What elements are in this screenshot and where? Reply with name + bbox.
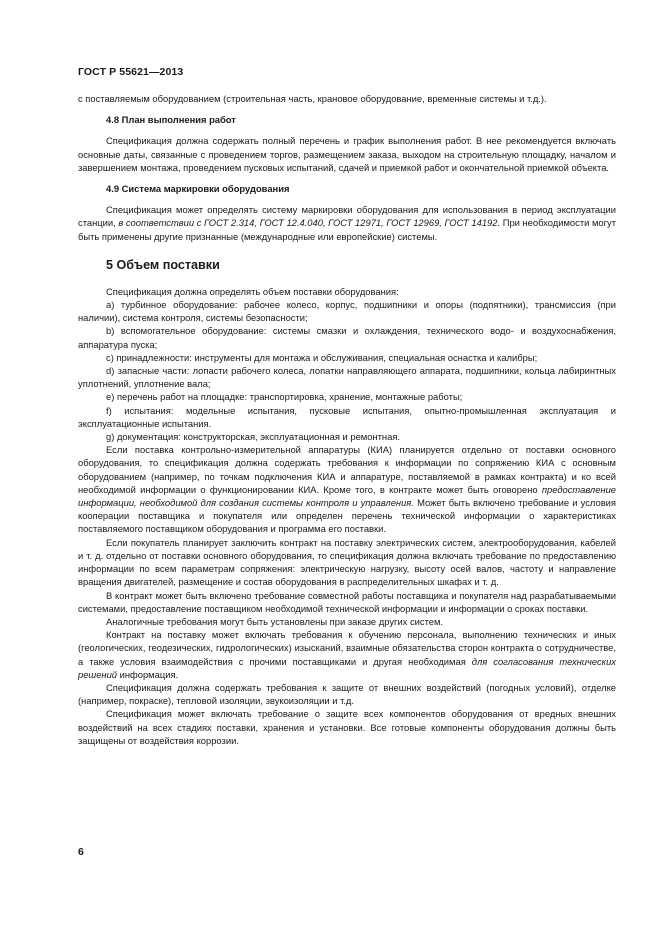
paragraph-marking-system xyxy=(78,203,616,243)
paragraph-continuation: с поставляемым оборудованием (строительная часть, крановое оборудование, временные системы и т.д.). xyxy=(78,93,547,104)
list-item: е) перечень работ на площадке: транспортировка, хранение, монтажные работы; xyxy=(106,391,463,403)
text-span: Спецификация может определять систему маркировки оборудования для использования в период эксплуатации станции, xyxy=(78,204,616,229)
page-number: 6 xyxy=(78,846,84,858)
italic-text: для согласования технических решений xyxy=(78,655,616,680)
paragraph-work-plan: Спецификация должна содержать полный перечень и график выполнения работ. В нее рекомендуется включать основные даты, связанные с проведением торгов, размещением заказа, выходом на строительную площадку, началом и завершением монтажа, проведением пусковых испытаний, сдачей и приемкой работ и окончательной приемкой объекта. xyxy=(78,135,616,173)
text-span: Контракт на поставку может включать требования к обучению персонала, выполнению технических и иных (геологических, геодезических, гидрологических) изысканий, взаимные обязательства сторон контракта о сотрудничестве, а также условия взаимодействия с прочими поставщиками и другая необходимая xyxy=(78,629,616,667)
paragraph-joint-work: В контракт может быть включено требование совместной работы поставщика и покупателя над разрабатываемыми системами, предоставление поставщиком необходимой технической информации и информации о сроках поставки. xyxy=(78,589,616,614)
paragraph-electrical: Если покупатель планирует заключить контракт на поставку электрических систем, электрооборудования, кабелей и т. д. отдельно от поставки основного оборудования, то спецификация должна включать требование по предоставлению информации по всем параметрам сопряжения: электрическую нагрузку, высоту осей валов, частоту и направление вращения двигателей, размещение и состав оборудования в распределительных шкафах и т. д. xyxy=(78,536,616,588)
section-heading-4-8: 4.8 План выполнения работ xyxy=(106,114,236,126)
document-body xyxy=(78,92,616,747)
standards-reference: в соответствии с ГОСТ 2.314, ГОСТ 12.4.040, ГОСТ 12971, ГОСТ 12969, ГОСТ 14192. xyxy=(118,217,501,229)
italic-text: предоставление информации, необходимой для создания системы контроля и управления. xyxy=(78,483,616,509)
paragraph-protection: Спецификация должна содержать требования к защите от внешних воздействий (погодных условий), отделке (например, покраске), тепловой изоляции, звукоизоляции и т.д. xyxy=(78,681,616,707)
paragraph-corrosion: Спецификация может включать требование о защите всех компонентов оборудования от вредных внешних воздействий на всех стадиях поставки, хранения и установки. Все готовые компоненты оборудования должны быть защищены от воздействия коррозии. xyxy=(78,708,616,746)
list-item: b) вспомогательное оборудование: системы смазки и охлаждения, технического водо- и воздухоснабжения, аппаратура пуска; xyxy=(78,325,616,350)
paragraph-training xyxy=(78,628,616,681)
paragraph-kia xyxy=(78,443,616,535)
document-header: ГОСТ Р 55621—2013 xyxy=(78,66,184,78)
list-item: g) документация: конструкторская, эксплуатационная и ремонтная. xyxy=(106,431,400,443)
list-item: c) принадлежности: инструменты для монтажа и обслуживания, специальная оснастка и калибры; xyxy=(106,351,538,363)
section-heading-4-9: 4.9 Система маркировки оборудования xyxy=(106,183,290,195)
text-span: информация. xyxy=(119,668,179,680)
list-item: а) турбинное оборудование: рабочее колесо, корпус, подшипники и опоры (подпятники), трансмиссия (при наличии), система контроля, системы безопасности; xyxy=(78,299,616,324)
section-heading-5: 5 Объем поставки xyxy=(106,257,220,272)
text-span: Может быть включено требование и условия кооперации поставщика и покупателя или определен перечень технической информации о характеристиках поставляемого поставщиком оборудования и программа его поставки. xyxy=(78,497,616,535)
text-span: Если поставка контрольно-измерительной аппаратуры (КИА) планируется отдельно от поставки основного оборудования, то спецификация должна содержать требования к информации по сопряжению КИА с основным оборудованием (например, по точкам подключения КИА и аппаратуре, поставляемой в рамках контракта) и ко всей необходимой информации о функционировании КИА. Кроме того, в контракте может быть оговорено xyxy=(78,444,616,495)
list-item: f) испытания: модельные испытания, пусковые испытания, опытно-промышленная эксплуатация и эксплуатационные испытания. xyxy=(78,404,616,429)
list-item: d) запасные части: лопасти рабочего колеса, лопатки направляющего аппарата, подшипники, кольца лабиринтных уплотнений, уплотнение вала; xyxy=(78,365,616,390)
text-span: При необходимости могут быть применены другие признанные (международные или европейские) системы. xyxy=(78,217,617,242)
paragraph-scope-intro: Спецификация должна определять объем поставки оборудования: xyxy=(106,285,399,297)
paragraph-analog: Аналогичные требования могут быть установлены при заказе других систем. xyxy=(106,615,444,627)
